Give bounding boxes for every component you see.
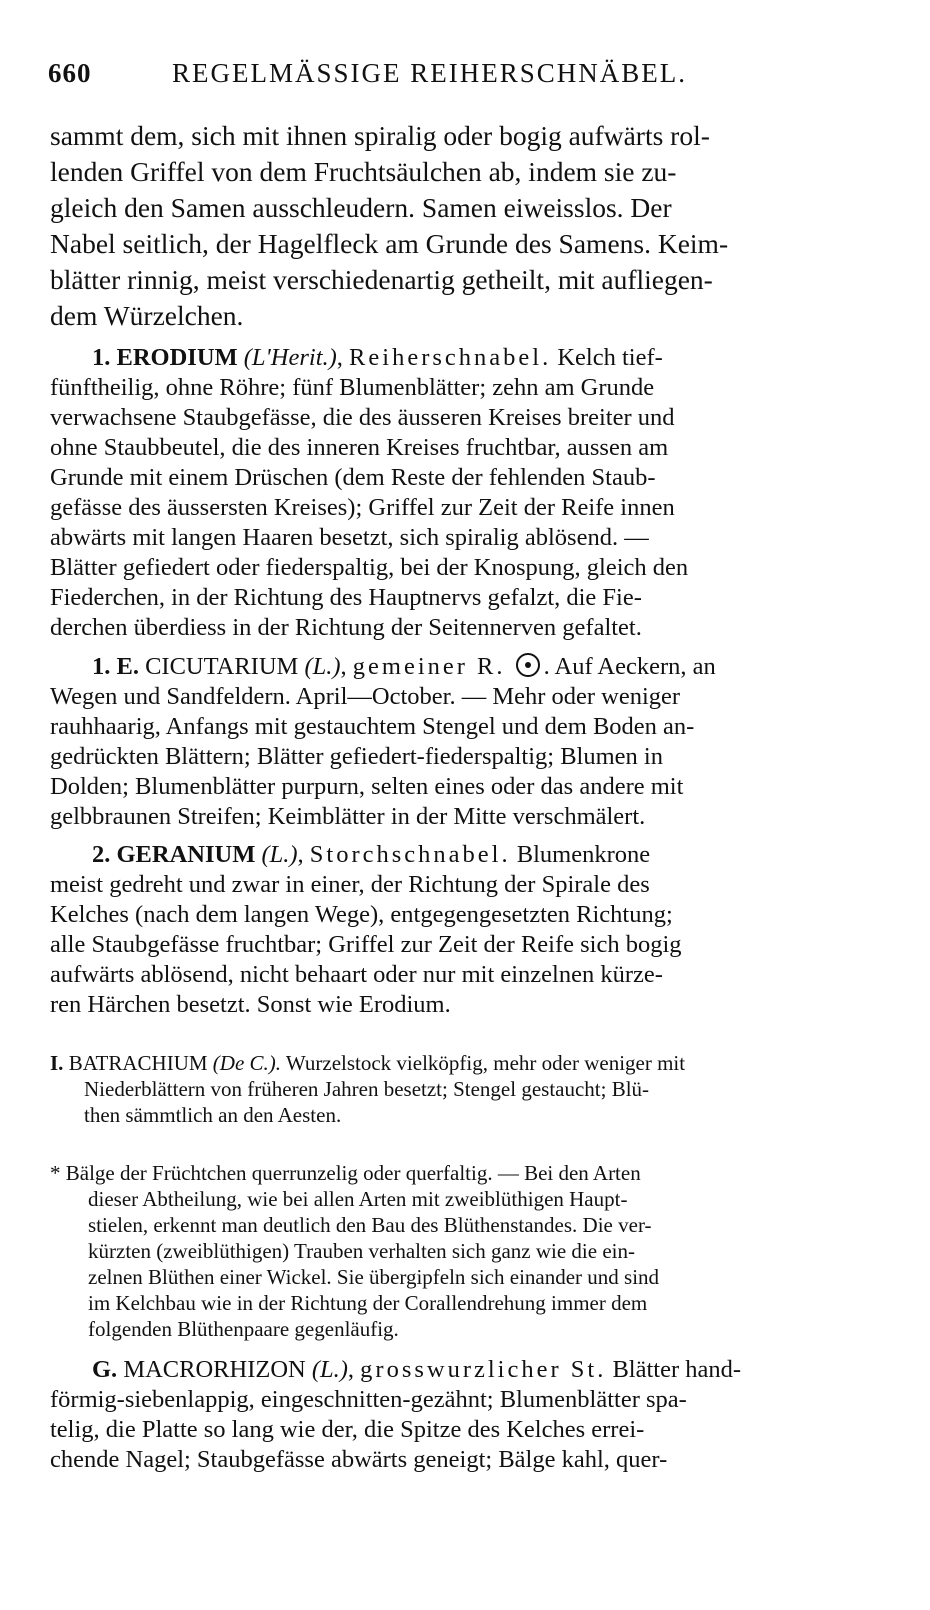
text-line: chende Nagel; Staubgefässe abwärts geneigt; Bälge kahl, quer- <box>50 1446 668 1473</box>
text-line: aufwärts ablösend, nicht behaart oder nur mit einzelnen kürze- <box>50 961 663 988</box>
genus-name: GERANIUM <box>116 841 256 868</box>
section-number: I. <box>50 1051 64 1075</box>
text-fragment: Blätter hand- <box>612 1356 742 1383</box>
common-name: Storchschnabel. <box>309 841 511 868</box>
page-header <box>48 58 878 98</box>
text-fragment: Wurzelstock vielköpfig, mehr oder weniger mit <box>285 1051 686 1075</box>
text-line: lenden Griffel von dem Fruchtsäulchen ab, indem sie zu- <box>50 156 677 187</box>
species-cicutarium-paragraph <box>50 652 858 832</box>
text-line: gedrückten Blättern; Blätter gefiedert-fiederspaltig; Blumen in <box>50 743 663 770</box>
section-author: (De C.). <box>212 1051 282 1075</box>
text-fragment: Blumenkrone <box>516 841 651 868</box>
species-heading-line: G. MACRORHIZON (L.), grosswurzlicher St. Blätter hand- <box>92 1356 742 1383</box>
common-name: grosswurzlicher St. <box>360 1356 607 1383</box>
species-number: 1. E. <box>92 653 139 680</box>
common-name: Reiherschnabel. <box>349 344 552 371</box>
text-fragment: Kelch tief- <box>557 344 663 371</box>
text-fragment: Auf Aeckern, an <box>554 653 716 680</box>
text-line: folgenden Blüthenpaare gegenläufig. <box>88 1317 399 1341</box>
text-line: alle Staubgefässe fruchtbar; Griffel zur Zeit der Reife sich bogig <box>50 931 682 958</box>
section-name: BATRACHIUM <box>68 1051 208 1075</box>
text-line: telig, die Platte so lang wie der, die Spitze des Kelches errei- <box>50 1416 645 1443</box>
genus-author: (L'Herit.) <box>243 344 337 371</box>
text-line: Fiederchen, in der Richtung des Hauptnervs gefalzt, die Fie- <box>50 584 642 611</box>
species-number: G. <box>92 1356 118 1383</box>
text-line: sammt dem, sich mit ihnen spiralig oder bogig aufwärts rol- <box>50 120 710 151</box>
text-line: Wegen und Sandfeldern. April—October. — Mehr oder weniger <box>50 683 681 710</box>
genus-author: (L.) <box>261 841 298 868</box>
text-line: abwärts mit langen Haaren besetzt, sich spiralig ablösend. — <box>50 524 649 551</box>
species-heading-line: 1. E. CICUTARIUM (L.), gemeiner R. . Auf Aeckern, an <box>92 653 716 680</box>
text-line: im Kelchbau wie in der Richtung der Corallendrehung immer dem <box>88 1291 648 1315</box>
species-name: MACRORHIZON <box>123 1356 306 1383</box>
genus-number: 1. <box>92 344 111 371</box>
text-line: rauhhaarig, Anfangs mit gestauchtem Stengel und dem Boden an- <box>50 713 695 740</box>
text-line: Niederblättern von früheren Jahren besetzt; Stengel gestaucht; Blü- <box>84 1077 650 1101</box>
text-line: ohne Staubbeutel, die des inneren Kreises fruchtbar, aussen am <box>50 434 669 461</box>
text-line: Blätter gefiedert oder fiederspaltig, bei der Knospung, gleich den <box>50 554 689 581</box>
text-line: förmig-siebenlappig, eingeschnitten-gezähnt; Blumenblätter spa- <box>50 1386 687 1413</box>
text-line: dem Würzelchen. <box>50 300 244 331</box>
section-batrachium-paragraph <box>50 1050 858 1128</box>
text-line: blätter rinnig, meist verschiedenartig getheilt, mit aufliegen- <box>50 264 713 295</box>
genus-name: ERODIUM <box>116 344 238 371</box>
text-line: gleich den Samen ausschleudern. Samen eiweisslos. Der <box>50 192 672 223</box>
text-line: Nabel seitlich, der Hagelfleck am Grunde des Samens. Keim- <box>50 228 729 259</box>
text-line: Grunde mit einem Drüschen (dem Reste der fehlenden Staub- <box>50 464 656 491</box>
page-number: 660 <box>48 58 92 88</box>
text-line: zelnen Blüthen einer Wickel. Sie übergipfeln sich einander und sind <box>88 1265 660 1289</box>
running-title: REGELMÄSSIGE REIHERSCHNÄBEL. <box>172 58 688 88</box>
species-author: (L.) <box>304 653 341 680</box>
genus-erodium-paragraph <box>50 343 858 643</box>
text-line: Dolden; Blumenblätter purpurn, selten eines oder das andere mit <box>50 773 684 800</box>
text-line: then sämmtlich an den Aesten. <box>84 1103 342 1127</box>
species-author: (L.) <box>311 1356 348 1383</box>
text-line: * Bälge der Früchtchen querrunzelig oder querfaltig. — Bei den Arten <box>50 1161 641 1185</box>
text-line: kürzten (zweiblüthigen) Trauben verhalten sich ganz wie die ein- <box>88 1239 635 1263</box>
text-line: Kelches (nach dem langen Wege), entgegengesetzten Richtung; <box>50 901 673 928</box>
text-line: verwachsene Staubgefässe, die des äusseren Kreises breiter und <box>50 404 675 431</box>
text-line: ren Härchen besetzt. Sonst wie Erodium. <box>50 991 451 1018</box>
genus-number: 2. <box>92 841 111 868</box>
text-line: stielen, erkennt man deutlich den Bau des Blüthenstandes. Die ver- <box>88 1213 652 1237</box>
text-line: gefässe des äussersten Kreises); Griffel zur Zeit der Reife innen <box>50 494 675 521</box>
text-line: meist gedreht und zwar in einer, der Richtung der Spirale des <box>50 871 650 898</box>
text-line: derchen überdiess in der Richtung der Seitennerven gefaltet. <box>50 614 642 641</box>
genus-heading-line: 1. ERODIUM (L'Herit.), Reiherschnabel. Kelch tief- <box>92 344 663 371</box>
genus-heading-line: 2. GERANIUM (L.), Storchschnabel. Blumenkrone <box>92 841 651 868</box>
common-name: gemeiner R. <box>352 653 506 680</box>
species-macrorhizon-paragraph <box>50 1355 858 1475</box>
species-name: CICUTARIUM <box>145 653 299 680</box>
text-line: dieser Abtheilung, wie bei allen Arten mit zweiblüthigen Haupt- <box>88 1187 628 1211</box>
section-heading-line <box>50 1050 858 1076</box>
text-line: gelbbraunen Streifen; Keimblätter in der Mitte verschmälert. <box>50 803 646 830</box>
genus-geranium-paragraph <box>50 840 858 1020</box>
annual-plant-symbol-icon <box>516 653 540 677</box>
footnote-paragraph <box>50 1160 858 1342</box>
intro-paragraph <box>50 118 858 334</box>
text-line: fünftheilig, ohne Röhre; fünf Blumenblätter; zehn am Grunde <box>50 374 655 401</box>
